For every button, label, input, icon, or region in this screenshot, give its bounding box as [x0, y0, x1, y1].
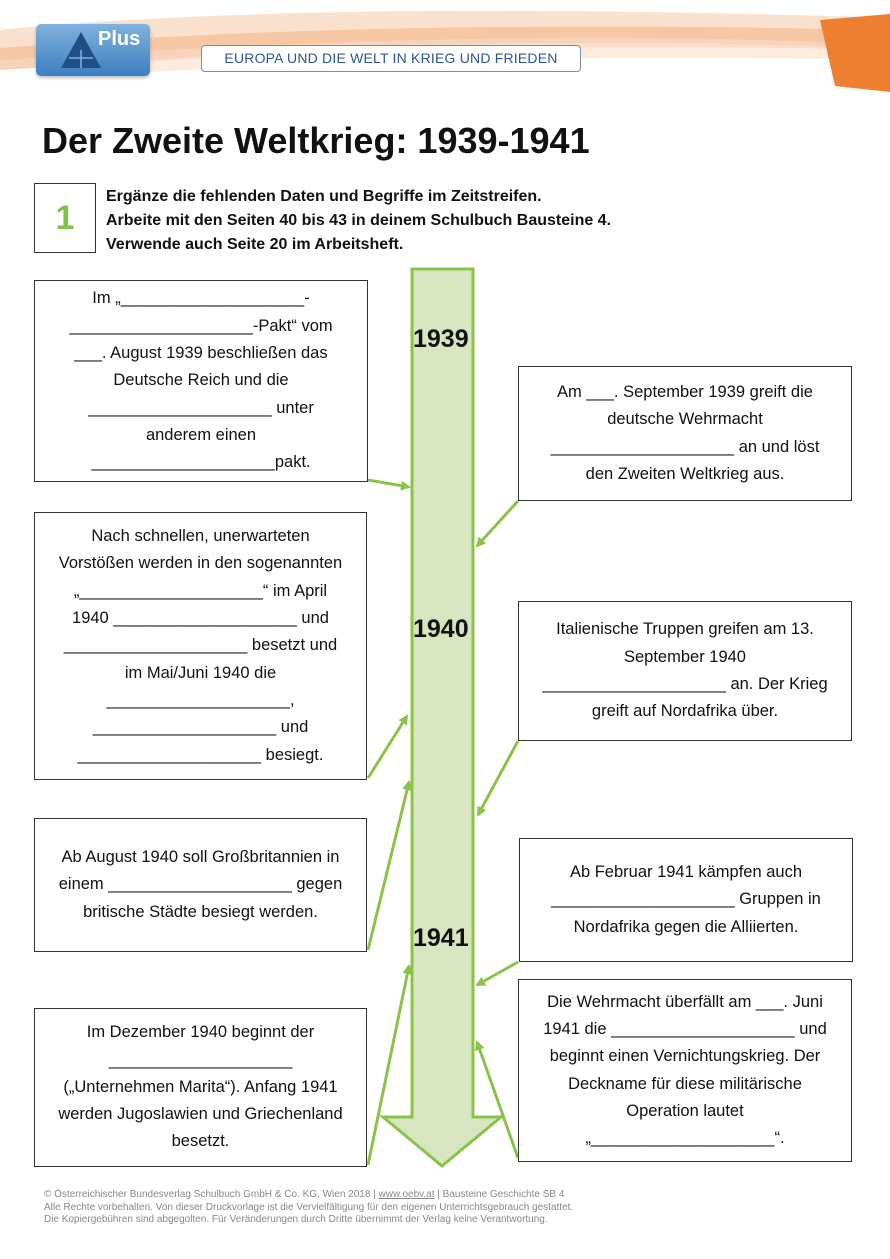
box-line: ____________________ an. Der Krieg — [542, 675, 828, 693]
instruction-line: Verwende auch Seite 20 im Arbeitsheft. — [106, 236, 404, 253]
box-line: „____________________“ im April — [73, 581, 328, 600]
box-line: ____________________pakt. — [91, 453, 311, 472]
event-box-invasion-of-poland — [518, 366, 852, 501]
connector-arrow — [478, 741, 518, 815]
box-line: Vorstößen werden in den sogenannten — [58, 554, 343, 573]
box-line: Nordafrika gegen die Alliierten. — [573, 917, 799, 936]
event-box-balkan-campaign — [34, 1008, 367, 1167]
year-label: 1940 — [413, 615, 469, 643]
box-line: September 1940 — [623, 647, 746, 666]
logo-label: Plus — [98, 28, 141, 50]
box-line: ____________________ besiegt. — [77, 745, 324, 764]
box-line: 1940 ____________________ und — [72, 609, 329, 628]
instruction-line: Arbeite mit den Seiten 40 bis 43 in deinem Schulbuch Bausteine 4. — [106, 212, 612, 229]
footer-line — [44, 1189, 573, 1202]
box-line: Deckname für diese militärische — [568, 1074, 802, 1093]
box-line: greift auf Nordafrika über. — [591, 702, 779, 721]
event-box-operation-barbarossa — [518, 979, 852, 1162]
box-line: „____________________“. — [585, 1129, 785, 1148]
publisher-link[interactable]: www.oebv.at — [378, 1189, 435, 1200]
year-label: 1939 — [413, 325, 469, 353]
box-line: den Zweiten Weltkrieg aus. — [585, 464, 785, 483]
box-line: Deutsche Reich und die — [113, 371, 289, 390]
series-title: EUROPA UND DIE WELT IN KRIEG UND FRIEDEN — [201, 45, 581, 72]
footer-copyright — [44, 1189, 573, 1227]
event-box-battle-of-britain — [34, 818, 367, 952]
page-title: Der Zweite Weltkrieg: 1939-1941 — [42, 120, 590, 161]
box-line: ____________________ unter — [88, 398, 314, 417]
box-line: werden Jugoslawien und Griechenland — [58, 1105, 343, 1124]
box-line: Operation lautet — [626, 1101, 744, 1120]
year-label: 1941 — [413, 924, 469, 952]
box-line: Die Wehrmacht überfällt am ___. Juni — [547, 992, 823, 1011]
box-line: ____________________ und — [92, 718, 309, 737]
box-line: anderem einen — [145, 425, 257, 444]
box-line: ____________________ — [108, 1050, 293, 1069]
connector-arrow — [477, 962, 518, 985]
box-line: ___. August 1939 beschließen das — [74, 344, 328, 363]
footer-line: Alle Rechte vorbehalten. Von dieser Druckvorlage ist die Vervielfältigung für den eigenen Unterrichtsgebrauch gestattet. — [44, 1201, 574, 1213]
connector-arrow — [368, 480, 409, 487]
box-line: Am ___. September 1939 greift die — [557, 382, 813, 401]
connector-arrow — [368, 782, 409, 950]
event-box-north-africa — [519, 838, 853, 962]
box-line: beginnt einen Vernichtungskrieg. Der — [549, 1047, 821, 1066]
box-line: Italienische Truppen greifen am 13. — [556, 620, 814, 639]
box-line: Im Dezember 1940 beginnt der — [86, 1023, 315, 1042]
task-number: 1 — [34, 183, 96, 253]
box-line: ____________________ Gruppen in — [551, 890, 821, 909]
event-box-blitzkrieg — [34, 512, 367, 780]
box-line: Ab Februar 1941 kämpfen auch — [569, 863, 803, 882]
book-reference: | Bausteine Geschichte SB 4 — [434, 1189, 565, 1200]
box-line: im Mai/Juni 1940 die — [124, 663, 277, 682]
box-line: („Unternehmen Marita“). Anfang 1941 — [63, 1077, 338, 1096]
event-box-italian-offensive — [518, 601, 852, 741]
copyright-text: © Österreichischer Bundesverlag Schulbuch GmbH & Co. KG, Wien 2018 | — [44, 1189, 379, 1200]
box-line: Im „____________________- — [92, 289, 310, 308]
instruction-line: Ergänze die fehlenden Daten und Begriffe im Zeitstreifen. — [106, 188, 542, 205]
box-line: britische Städte besiegt werden. — [83, 902, 318, 921]
box-line: ____________________ an und löst — [550, 437, 820, 456]
box-line: ____________________, — [106, 690, 295, 709]
box-line: deutsche Wehrmacht — [607, 410, 763, 429]
timeline-arrow — [383, 269, 501, 1166]
box-line: einem ____________________ gegen — [58, 875, 343, 894]
box-line: besetzt. — [171, 1132, 230, 1151]
connector-arrow — [477, 1042, 518, 1158]
box-line: Ab August 1940 soll Großbritannien in — [61, 848, 340, 867]
box-line: ____________________-Pakt“ vom — [69, 316, 333, 335]
box-line: ____________________ besetzt und — [63, 636, 338, 655]
box-line: 1941 die ____________________ und — [543, 1019, 827, 1038]
connector-arrow — [477, 501, 518, 546]
event-box-nonaggression-pact — [34, 280, 368, 482]
footer-line: Die Kopiergebühren sind abgegolten. Für Veränderungen durch Dritte übernimmt der Verlag keine Verantwortung. — [44, 1214, 548, 1225]
box-line: Nach schnellen, unerwarteten — [91, 527, 310, 546]
connector-arrow — [368, 716, 407, 778]
